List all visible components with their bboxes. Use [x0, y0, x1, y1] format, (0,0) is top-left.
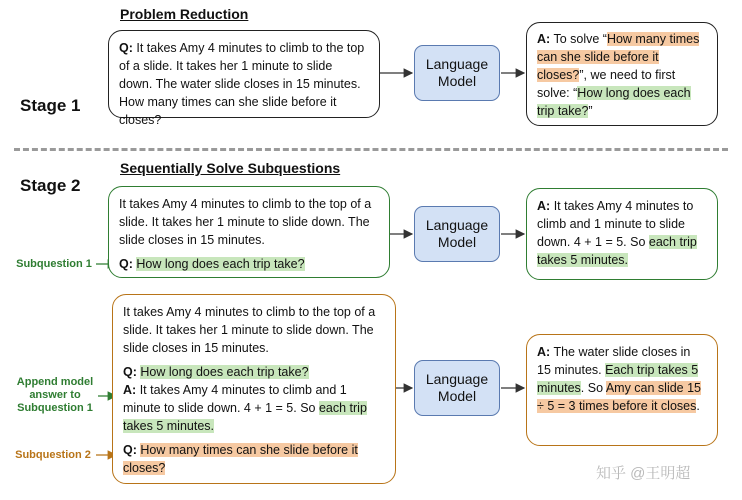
stage-2-label: Stage 2: [20, 176, 81, 195]
ans2-orange: Amy can slide 15 ÷ 5 = 3 times before it closes: [537, 381, 701, 413]
box2-a1-text: It takes Amy 4 minutes to climb and 1 minute to slide down. 4 + 1 = 5. So: [123, 383, 347, 415]
stage1-answer-orange: How many times can she slide before it closes?: [537, 32, 700, 82]
ans2-green: Each trip takes 5 minutes: [537, 363, 699, 395]
ans1-prefix: A:: [537, 199, 551, 213]
stage1-answer-pre: To solve “: [553, 32, 607, 46]
stage1-question-box: [108, 30, 380, 127]
box2-q1: How long does each trip take?: [140, 365, 309, 379]
stage2-language-model-2: Language Model: [414, 360, 500, 416]
stage2-language-model-1: Language Model: [414, 206, 500, 262]
box1-question: How long does each trip take?: [136, 257, 305, 271]
stage1-a-prefix: A:: [537, 32, 551, 46]
subquestion1-box: [108, 186, 390, 278]
ans2-text3: .: [696, 399, 700, 413]
box2-q1-prefix: Q:: [123, 365, 137, 379]
stage1-answer-mid: ”, we need to first solve: “: [537, 68, 676, 100]
box2-q2: How many times can she slide before it closes?: [123, 443, 358, 475]
box2-a1-green: each trip takes 5 minutes.: [123, 401, 367, 433]
box2-q2-prefix: Q:: [123, 443, 137, 457]
stage-1-label: Stage 1: [20, 96, 81, 115]
subquestion2-label: Subquestion 2: [15, 449, 91, 461]
sequential-solve-heading: Sequentially Solve Subquestions: [120, 160, 341, 176]
stage1-answer-green: How long does each trip take?: [537, 86, 691, 118]
stage1-answer-box: [526, 22, 718, 126]
subquestion2-box: [112, 294, 396, 484]
ans2-prefix: A:: [537, 345, 551, 359]
stage1-q-prefix: Q:: [119, 41, 133, 55]
ans1-green: each trip takes 5 minutes.: [537, 235, 697, 267]
append-answer-label: Append model answer to Subquestion 1: [16, 376, 94, 414]
ans2-text1: The water slide closes in 15 minutes.: [537, 345, 691, 377]
answer1-box: [526, 188, 718, 280]
box1-q-prefix: Q:: [119, 257, 133, 271]
stage1-answer-post: ”: [588, 104, 593, 118]
box2-a1-prefix: A:: [123, 383, 137, 397]
problem-reduction-heading: Problem Reduction: [120, 6, 249, 22]
watermark: 知乎 @王明超: [596, 465, 691, 482]
stage1-language-model: Language Model: [414, 45, 500, 101]
box2-context: It takes Amy 4 minutes to climb to the top of a slide. It takes her 1 minute to slide down. The slide closes in 15 minutes.: [123, 305, 376, 355]
box1-context: It takes Amy 4 minutes to climb to the top of a slide. It takes her 1 minute to slide down. The slide closes in 15 minutes.: [119, 197, 372, 247]
subquestion1-label: Subquestion 1: [16, 258, 92, 270]
answer2-box: [526, 334, 718, 446]
ans2-text2: . So: [580, 381, 606, 395]
stage1-question-text: It takes Amy 4 minutes to climb to the top of a slide. It takes her 1 minute to slide down. The water slide closes in 15 minutes. How many times can she slide before it closes?: [119, 41, 365, 127]
ans1-text: It takes Amy 4 minutes to climb and 1 minute to slide down. 4 + 1 = 5. So: [537, 199, 694, 249]
